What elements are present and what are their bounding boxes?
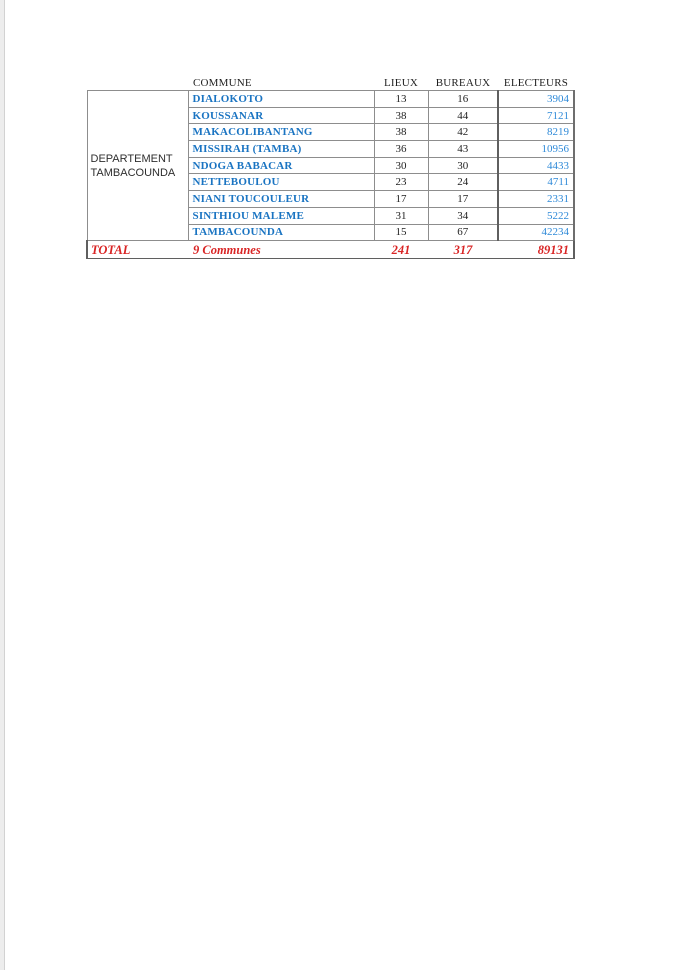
bureaux-cell: 44 — [428, 107, 498, 124]
commune-cell: MISSIRAH (TAMBA) — [188, 141, 374, 158]
electeurs-cell: 4433 — [498, 157, 574, 174]
lieux-cell: 13 — [374, 91, 428, 108]
lieux-cell: 23 — [374, 174, 428, 191]
total-communes-cell: 9 Communes — [188, 241, 374, 259]
bureaux-cell: 34 — [428, 207, 498, 224]
column-header-electeurs: ELECTEURS — [503, 77, 569, 89]
column-header-commune: COMMUNE — [193, 77, 252, 89]
commune-cell: NIANI TOUCOULEUR — [188, 191, 374, 208]
electeurs-cell: 4711 — [498, 174, 574, 191]
total-label-cell: TOTAL — [87, 241, 188, 259]
lieux-cell: 31 — [374, 207, 428, 224]
total-electeurs-cell: 89131 — [498, 241, 574, 259]
total-lieux-cell: 241 — [374, 241, 428, 259]
statistics-table-container — [86, 76, 575, 259]
bureaux-cell: 17 — [428, 191, 498, 208]
column-header-bureaux: BUREAUX — [435, 77, 491, 89]
commune-cell: KOUSSANAR — [188, 107, 374, 124]
lieux-cell: 17 — [374, 191, 428, 208]
electeurs-cell: 5222 — [498, 207, 574, 224]
electeurs-cell: 8219 — [498, 124, 574, 141]
lieux-cell: 30 — [374, 157, 428, 174]
electeurs-cell: 2331 — [498, 191, 574, 208]
header-row — [87, 76, 574, 91]
page-left-edge-strip — [0, 0, 5, 970]
electeurs-cell: 10956 — [498, 141, 574, 158]
bureaux-cell: 24 — [428, 174, 498, 191]
department-line2: TAMBACOUNDA — [90, 166, 176, 179]
commune-cell: TAMBACOUNDA — [188, 224, 374, 241]
department-line1: DEPARTEMENT — [90, 152, 173, 165]
table-row — [87, 91, 574, 108]
total-row — [87, 241, 574, 259]
bureaux-cell: 42 — [428, 124, 498, 141]
bureaux-cell: 16 — [428, 91, 498, 108]
column-header-lieux: LIEUX — [384, 77, 418, 89]
bureaux-cell: 43 — [428, 141, 498, 158]
total-bureaux-cell: 317 — [428, 241, 498, 259]
statistics-table — [86, 76, 575, 259]
bureaux-cell: 67 — [428, 224, 498, 241]
commune-cell: NDOGA BABACAR — [188, 157, 374, 174]
lieux-cell: 38 — [374, 107, 428, 124]
lieux-cell: 36 — [374, 141, 428, 158]
electeurs-cell: 7121 — [498, 107, 574, 124]
electeurs-cell: 42234 — [498, 224, 574, 241]
electeurs-cell: 3904 — [498, 91, 574, 108]
lieux-cell: 38 — [374, 124, 428, 141]
commune-cell: NETTEBOULOU — [188, 174, 374, 191]
commune-cell: DIALOKOTO — [188, 91, 374, 108]
bureaux-cell: 30 — [428, 157, 498, 174]
department-cell — [87, 91, 188, 241]
commune-cell: SINTHIOU MALEME — [188, 207, 374, 224]
header-spacer — [87, 76, 188, 91]
lieux-cell: 15 — [374, 224, 428, 241]
commune-cell: MAKACOLIBANTANG — [188, 124, 374, 141]
